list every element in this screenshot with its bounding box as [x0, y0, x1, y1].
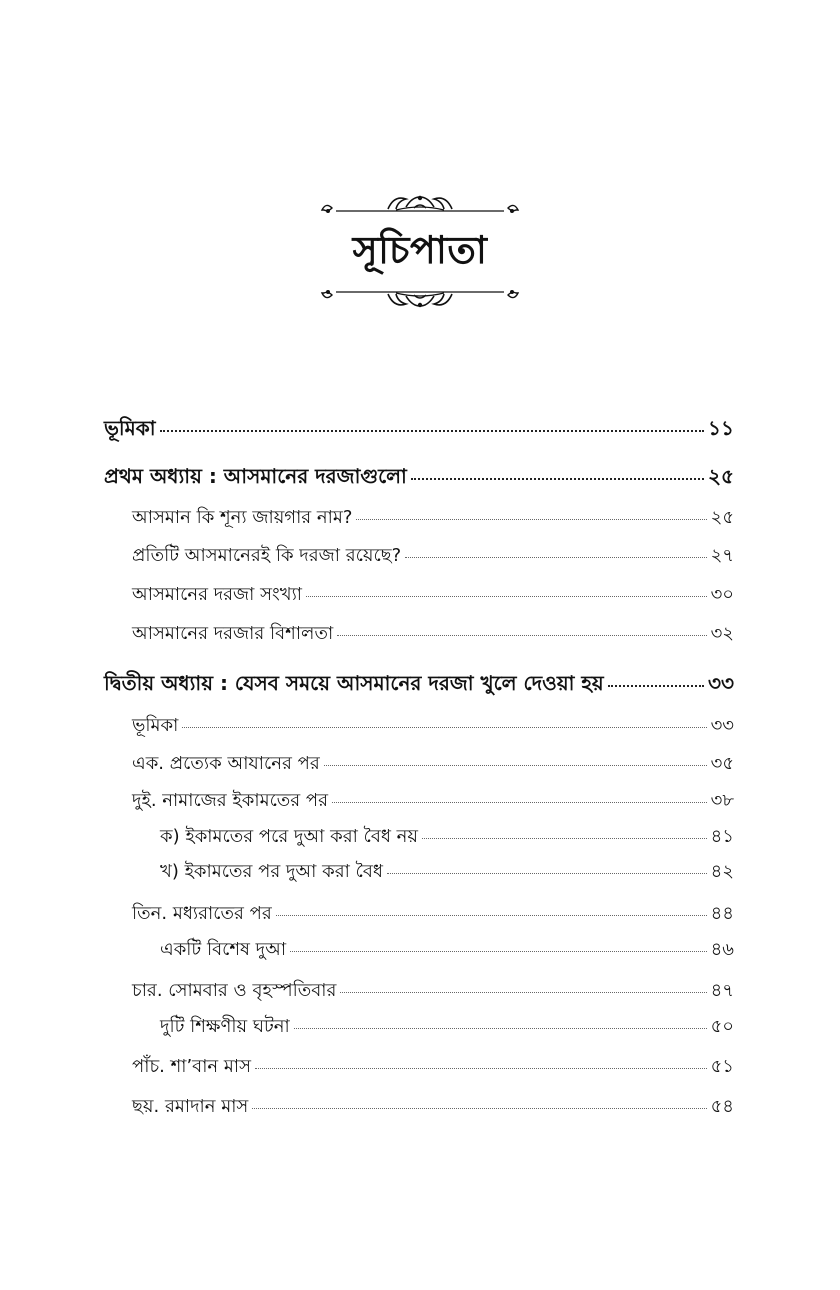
dot-leader [182, 726, 706, 728]
dot-leader [340, 991, 706, 993]
dot-leader [255, 1067, 707, 1069]
toc-subentry[interactable] [160, 1012, 734, 1042]
toc-subentry[interactable] [160, 857, 734, 887]
toc-entry-label: ভূমিকা [132, 715, 179, 736]
toc-entry-page: ৪১ [710, 826, 734, 847]
toc-entry-label: পাঁচ. শা’বান মাস [132, 1056, 251, 1077]
toc-entry[interactable] [132, 976, 734, 1006]
dot-leader [294, 1027, 707, 1029]
toc-entry[interactable] [132, 899, 734, 929]
dot-leader [252, 1107, 706, 1109]
toc-chapter[interactable] [104, 669, 734, 699]
toc-entry[interactable] [132, 1092, 734, 1122]
dot-leader [411, 477, 704, 480]
toc-entry-label: আসমান কি শূন্য জায়গার নাম? [132, 507, 353, 528]
toc-entry-label: দ্বিতীয় অধ্যায় : যেসব সময়ে আসমানের দরজা খুলে দেওয়া হয় [104, 671, 604, 695]
dot-leader [337, 634, 706, 636]
toc-entry-page: ৩২ [710, 623, 734, 644]
toc-entry-label: প্রথম অধ্যায় : আসমানের দরজাগুলো [104, 464, 407, 488]
dot-leader [356, 518, 706, 520]
bottom-ornament-icon [318, 285, 522, 311]
toc-entry[interactable] [132, 503, 734, 533]
toc-entry-page: ৪২ [710, 861, 734, 882]
page-title: সূচিপাতা [352, 228, 488, 272]
toc-subentry[interactable] [160, 822, 734, 852]
toc-entry-label: ভূমিকা [104, 416, 156, 440]
toc-entry-page: ৪৪ [710, 903, 734, 924]
toc-entry[interactable] [132, 786, 734, 816]
dot-leader [160, 429, 705, 432]
toc-chapter[interactable] [104, 462, 734, 492]
dot-leader [608, 684, 704, 687]
toc-entry[interactable] [132, 711, 734, 741]
toc-entry[interactable] [104, 414, 734, 444]
toc-entry-page: ৩৮ [710, 790, 734, 811]
toc-subentry[interactable] [160, 935, 734, 965]
toc-entry-page: ৪৬ [710, 939, 734, 960]
toc-entry-page: ৩৫ [710, 753, 734, 774]
toc-entry-page: ৫০ [710, 1016, 734, 1037]
toc-entry-label: এক. প্রত্যেক আযানের পর [132, 753, 320, 774]
toc-entry-label: দুটি শিক্ষণীয় ঘটনা [160, 1016, 290, 1037]
dot-leader [276, 914, 707, 916]
toc-entry-page: ২৭ [710, 545, 734, 566]
toc-entry-page: ৫৪ [710, 1096, 734, 1117]
toc-entry-label: চার. সোমবার ও বৃহস্পতিবার [132, 980, 337, 1001]
dot-leader [306, 595, 707, 597]
toc-entry-label: একটি বিশেষ দুআ [160, 939, 287, 960]
toc-entry-page: ২৫ [710, 507, 734, 528]
toc-entry-page: ৩৩ [710, 715, 734, 736]
toc-entry[interactable] [132, 749, 734, 779]
toc-entry-label: প্রতিটি আসমানেরই কি দরজা রয়েছে? [132, 545, 402, 566]
toc-entry-label: ক) ইকামতের পরে দুআ করা বৈধ নয় [160, 826, 419, 847]
toc-entry-page: ১১ [708, 416, 734, 440]
toc-entry[interactable] [132, 541, 734, 571]
toc-entry-label: তিন. মধ্যরাতের পর [132, 903, 272, 924]
toc-entry-page: ৩০ [710, 584, 734, 605]
toc-entry-label: আসমানের দরজার বিশালতা [132, 623, 334, 644]
toc-entry-label: দুই. নামাজের ইকামতের পর [132, 790, 329, 811]
dot-leader [405, 556, 706, 558]
toc-entry[interactable] [132, 619, 734, 649]
toc-entry-label: খ) ইকামতের পর দুআ করা বৈধ [160, 861, 383, 882]
toc-entry-page: ৫১ [710, 1056, 734, 1077]
toc-entry[interactable] [132, 580, 734, 610]
toc-entry-page: ৪৭ [710, 980, 734, 1001]
toc-entry[interactable] [132, 1052, 734, 1082]
top-ornament-icon [318, 192, 522, 218]
dot-leader [387, 872, 707, 874]
toc-entry-label: ছয়. রমাদান মাস [132, 1096, 249, 1117]
toc-entry-page: ৩৩ [707, 671, 734, 695]
dot-leader [422, 837, 707, 839]
toc-entry-label: আসমানের দরজা সংখ্যা [132, 584, 303, 605]
toc-entry-page: ২৫ [708, 464, 734, 488]
dot-leader [332, 801, 707, 803]
dot-leader [290, 950, 706, 952]
dot-leader [324, 764, 707, 766]
